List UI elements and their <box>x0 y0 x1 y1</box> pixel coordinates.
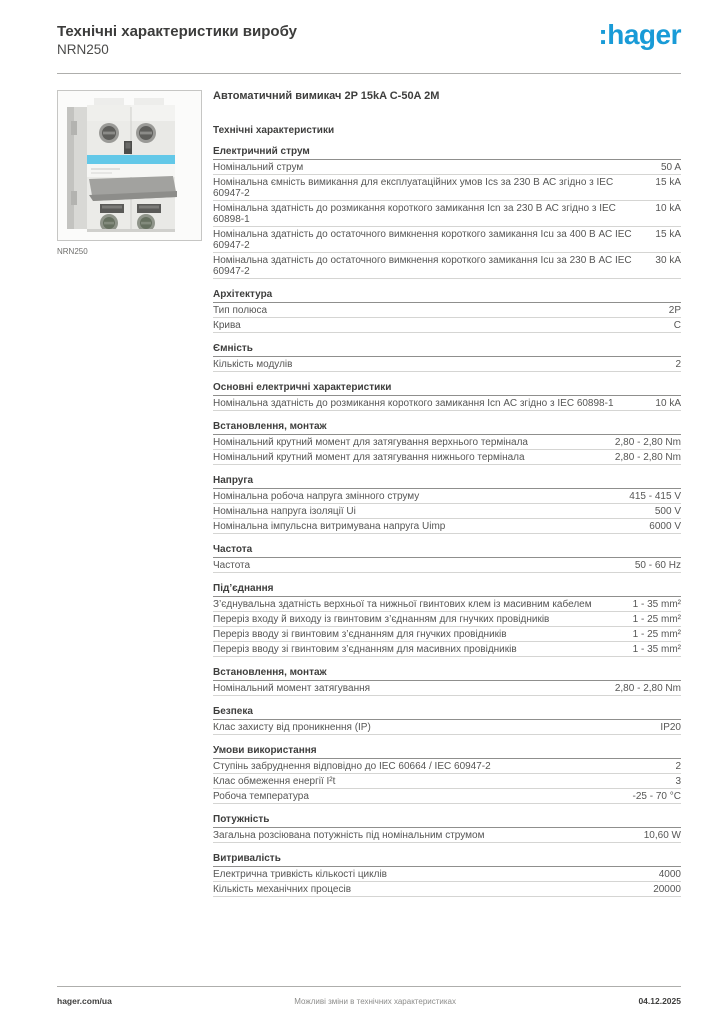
spec-value: 500 V <box>654 505 681 517</box>
spec-value: 2,80 - 2,80 Nm <box>614 451 681 463</box>
spec-value: 1 - 35 mm² <box>632 643 681 655</box>
spec-row <box>213 519 681 534</box>
product-name: Автоматичний вимикач 2P 15kA C-50A 2M <box>213 90 440 102</box>
spec-value: IP20 <box>660 721 681 733</box>
section-title: Ємність <box>213 343 681 357</box>
spec-label: Ступінь забруднення відповідно до IEC 60664 / IEC 60947-2 <box>213 760 491 772</box>
section-title: Основні електричні характеристики <box>213 382 681 396</box>
spec-row <box>213 227 681 253</box>
spec-row <box>213 558 681 573</box>
spec-row <box>213 303 681 318</box>
section-title: Потужність <box>213 814 681 828</box>
product-photo <box>57 90 202 241</box>
spec-label: Переріз вводу зі гвинтовим з’єднанням для масивних провідників <box>213 643 517 655</box>
spec-value: 2,80 - 2,80 Nm <box>614 682 681 694</box>
spec-sections <box>213 146 681 897</box>
spec-row <box>213 681 681 696</box>
spec-value: 3 <box>675 775 681 787</box>
spec-row <box>213 435 681 450</box>
spec-section <box>213 475 681 534</box>
spec-row <box>213 504 681 519</box>
spec-label: Номінальна напруга ізоляції Ui <box>213 505 356 517</box>
page-title: Технічні характеристики виробу <box>57 23 297 40</box>
section-title: Витривалість <box>213 853 681 867</box>
section-title: Встановлення, монтаж <box>213 667 681 681</box>
spec-row <box>213 774 681 789</box>
section-title: Електричний струм <box>213 146 681 160</box>
spec-row <box>213 828 681 843</box>
spec-row <box>213 160 681 175</box>
spec-label: Крива <box>213 319 241 331</box>
spec-row <box>213 201 681 227</box>
spec-value: 1 - 25 mm² <box>632 613 681 625</box>
spec-value: C <box>673 319 681 331</box>
main-content <box>0 74 724 897</box>
spec-section <box>213 667 681 696</box>
spec-section <box>213 289 681 333</box>
hager-logo: :hager <box>598 19 681 50</box>
spec-row <box>213 627 681 642</box>
spec-label: Кількість механічних процесів <box>213 883 352 895</box>
spec-label: Переріз входу й виходу із гвинтовим з’єднанням для гнучких провідників <box>213 613 550 625</box>
spec-label: Робоча температура <box>213 790 309 802</box>
spec-section <box>213 853 681 897</box>
spec-row <box>213 867 681 882</box>
spec-row <box>213 720 681 735</box>
spec-column <box>213 90 681 897</box>
spec-label: Частота <box>213 559 251 571</box>
spec-section <box>213 814 681 843</box>
spec-section <box>213 745 681 804</box>
spec-section <box>213 706 681 735</box>
section-title: Під’єднання <box>213 583 681 597</box>
spec-value: 2,80 - 2,80 Nm <box>614 436 681 448</box>
spec-label: Кількість модулів <box>213 358 293 370</box>
spec-label: Електрична тривкість кількості циклів <box>213 868 387 880</box>
spec-label: З’єднувальна здатність верхньої та нижньої гвинтових клем із масивним кабелем <box>213 598 592 610</box>
footer-divider <box>57 986 681 987</box>
section-title: Встановлення, монтаж <box>213 421 681 435</box>
spec-label: Загальна розсіювана потужність під номінальним струмом <box>213 829 485 841</box>
page-header <box>0 0 724 59</box>
footer-row <box>57 996 681 1006</box>
product-image-column <box>57 90 202 897</box>
spec-value: 2P <box>668 304 681 316</box>
footer-website-link[interactable]: hager.com/ua <box>57 996 112 1006</box>
spec-section <box>213 421 681 465</box>
spec-row <box>213 396 681 411</box>
spec-label: Тип полюса <box>213 304 268 316</box>
spec-value: 4000 <box>658 868 681 880</box>
spec-value: -25 - 70 °C <box>632 790 681 802</box>
spec-row <box>213 789 681 804</box>
spec-section <box>213 146 681 279</box>
footer-disclaimer: Можливі зміни в технічних характеристиках <box>294 997 456 1006</box>
spec-row <box>213 882 681 897</box>
header-title-block <box>57 23 297 59</box>
spec-value: 10,60 W <box>643 829 681 841</box>
spec-value: 10 kA <box>655 202 681 214</box>
spec-value: 2 <box>675 358 681 370</box>
spec-row <box>213 759 681 774</box>
spec-row <box>213 489 681 504</box>
spec-label: Номінальна імпульсна витримувана напруга Uimp <box>213 520 446 532</box>
spec-row <box>213 357 681 372</box>
spec-label: Номінальна здатність до остаточного вимкнення короткого замикання Icu за 400 В АС IEC 60947-2 <box>213 228 632 251</box>
spec-row <box>213 253 681 279</box>
spec-value: 30 kA <box>655 254 681 266</box>
spec-value: 15 kA <box>655 228 681 240</box>
spec-label: Номінальна здатність до розмикання короткого замикання Icn АС згідно з IEC 60898-1 <box>213 397 614 409</box>
spec-value: 20000 <box>653 883 681 895</box>
spec-label: Номінальна здатність до розмикання короткого замикання Icn за 230 В АС згідно з IEC 60898-1 <box>213 202 616 225</box>
spec-value: 6000 V <box>649 520 681 532</box>
spec-row <box>213 450 681 465</box>
spec-label: Номінальна ємність вимикання для експлуатаційних умов Ics за 230 В АС згідно з IEC 60947-2 <box>213 176 614 199</box>
section-title: Архітектура <box>213 289 681 303</box>
spec-row <box>213 612 681 627</box>
spec-row <box>213 318 681 333</box>
spec-label: Клас захисту від проникнення (IP) <box>213 721 371 733</box>
section-title: Напруга <box>213 475 681 489</box>
spec-row <box>213 175 681 201</box>
spec-row <box>213 642 681 657</box>
spec-table-title: Технічні характеристики <box>213 125 335 136</box>
spec-section <box>213 583 681 657</box>
section-title: Безпека <box>213 706 681 720</box>
spec-label: Номінальна робоча напруга змінного струму <box>213 490 420 502</box>
spec-value: 10 kA <box>655 397 681 409</box>
footer-date: 04.12.2025 <box>638 996 681 1006</box>
spec-section <box>213 343 681 372</box>
spec-label: Переріз вводу зі гвинтовим з’єднанням для гнучких провідників <box>213 628 507 640</box>
spec-value: 50 A <box>660 161 681 173</box>
spec-section <box>213 382 681 411</box>
spec-value: 1 - 25 mm² <box>632 628 681 640</box>
spec-label: Номінальний струм <box>213 161 304 173</box>
product-photo-caption: NRN250 <box>57 247 88 256</box>
spec-label: Номінальний момент затягування <box>213 682 371 694</box>
spec-label: Номінальний крутний момент для затягування нижнього термінала <box>213 451 525 463</box>
spec-value: 415 - 415 V <box>629 490 681 502</box>
section-title: Частота <box>213 544 681 558</box>
spec-value: 15 kA <box>655 176 681 188</box>
spec-label: Клас обмеження енергії I²t <box>213 775 336 787</box>
spec-section <box>213 544 681 573</box>
spec-value: 50 - 60 Hz <box>634 559 681 571</box>
spec-label: Номінальний крутний момент для затягування верхнього термінала <box>213 436 528 448</box>
spec-label: Номінальна здатність до остаточного вимкнення короткого замикання Icu за 230 В АС IEC 60947-2 <box>213 254 632 277</box>
circuit-breaker-illustration <box>58 91 201 240</box>
product-reference: NRN250 <box>57 42 109 57</box>
spec-value: 2 <box>675 760 681 772</box>
section-title: Умови використання <box>213 745 681 759</box>
spec-value: 1 - 35 mm² <box>632 598 681 610</box>
page-footer <box>0 986 724 1006</box>
spec-row <box>213 597 681 612</box>
